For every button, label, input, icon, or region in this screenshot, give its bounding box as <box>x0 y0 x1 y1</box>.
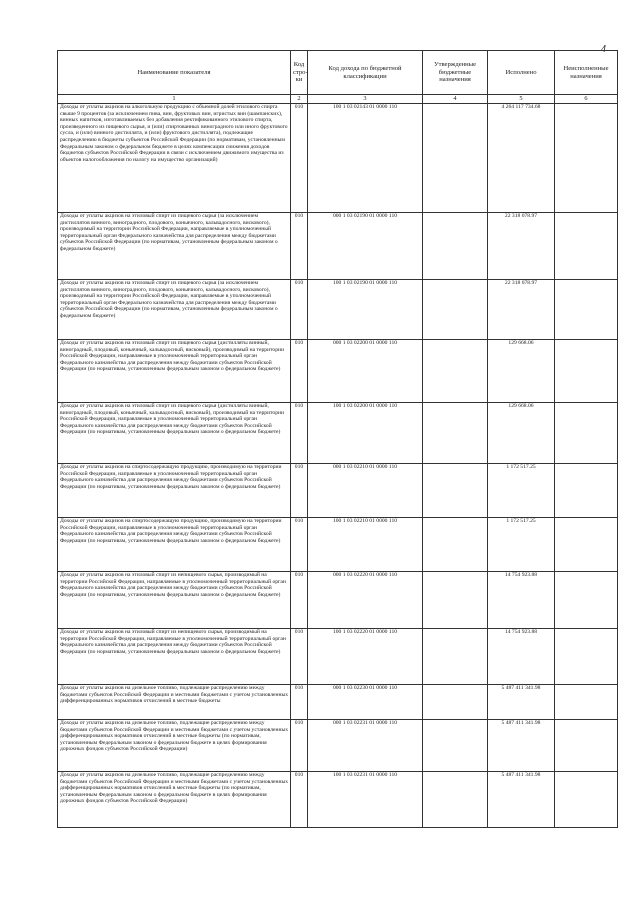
row-line-code: 010 <box>291 104 308 213</box>
row-line-code: 010 <box>291 720 308 772</box>
row-approved <box>423 629 488 685</box>
row-executed: 1 172 517.25 <box>488 518 555 572</box>
row-unexecuted <box>555 772 618 828</box>
row-revenue-code: 100 1 03 02190 01 0000 110 <box>308 280 423 340</box>
row-unexecuted <box>555 104 618 213</box>
column-header-unexecuted: Неисполненные назначения <box>555 51 618 95</box>
row-unexecuted <box>555 213 618 280</box>
row-approved <box>423 104 488 213</box>
table-row <box>58 518 618 572</box>
column-header-executed: Исполнено <box>488 51 555 95</box>
row-name: Доходы от уплаты акцизов на этиловый спирт из пищевого сырья (за исключением дистиллятов винного, виноградного, плодового, коньячного, кальвадосного, вискового), производимый на территории Российской Федерации, направляемые в уполномоченный территориальный орган Федерального казначейства для распределения между бюджетами субъектов Российской Федерации (по нормативам, установленным федеральным законом о федеральном бюджете) <box>58 280 291 340</box>
column-number: 2 <box>291 95 308 104</box>
row-approved <box>423 464 488 518</box>
row-unexecuted <box>555 629 618 685</box>
row-unexecuted <box>555 340 618 403</box>
row-unexecuted <box>555 720 618 772</box>
row-unexecuted <box>555 572 618 629</box>
row-executed: 129 668.06 <box>488 340 555 403</box>
row-line-code: 010 <box>291 464 308 518</box>
revenue-table <box>57 50 618 828</box>
row-executed: 1 172 517.25 <box>488 464 555 518</box>
table-row <box>58 720 618 772</box>
column-header-approved: Утвержденные бюджетные назначения <box>423 51 488 95</box>
column-number: 3 <box>308 95 423 104</box>
table-row <box>58 572 618 629</box>
row-name: Доходы от уплаты акцизов на дизельное топливо, подлежащие распределению между бюджетами субъектов Российской Федерации и местными бюджетами с учетом установленных дифференцированных нормативов отчислений в местные бюджеты (по нормативам, установленным Федеральным законом о федеральном бюджете в целях формирования дорожных фондов субъектов Российской Федерации) <box>58 720 291 772</box>
row-revenue-code: 100 1 03 02210 01 0000 110 <box>308 518 423 572</box>
row-approved <box>423 280 488 340</box>
table-row <box>58 213 618 280</box>
row-line-code: 010 <box>291 518 308 572</box>
row-revenue-code: 000 1 03 02231 01 0000 110 <box>308 720 423 772</box>
row-executed: 5 487 411 341.98 <box>488 720 555 772</box>
row-executed: 22 318 078.97 <box>488 280 555 340</box>
row-name: Доходы от уплаты акцизов на дизельное топливо, подлежащие распределению между бюджетами субъектов Российской Федерации и местными бюджетами с учетом установленных дифференцированных нормативов отчислений в местные бюджеты <box>58 685 291 720</box>
page-number: 4 <box>601 44 606 55</box>
row-unexecuted <box>555 464 618 518</box>
column-number: 6 <box>555 95 618 104</box>
table-header-row <box>58 51 618 95</box>
table-row <box>58 280 618 340</box>
row-approved <box>423 213 488 280</box>
row-line-code: 010 <box>291 685 308 720</box>
table-row <box>58 772 618 828</box>
table-row <box>58 464 618 518</box>
table-row <box>58 403 618 464</box>
row-approved <box>423 685 488 720</box>
row-line-code: 010 <box>291 772 308 828</box>
column-header-name: Наименование показателя <box>58 51 291 95</box>
row-name: Доходы от уплаты акцизов на спиртосодержащую продукцию, производимую на территории Российской Федерации, направляемые в уполномоченный территориальный орган Федерального казначейства для распределения между бюджетами субъектов Российской Федерации (по нормативам, установленным федеральным законом о федеральном бюджете) <box>58 464 291 518</box>
row-revenue-code: 000 1 03 02220 01 0000 110 <box>308 572 423 629</box>
row-line-code: 010 <box>291 572 308 629</box>
column-header-revenue-code: Код дохода по бюджетной классификации <box>308 51 423 95</box>
row-name: Доходы от уплаты акцизов на этиловый спирт из непищевого сырья, производимый на территории Российской Федерации, направляемые в уполномоченный территориальный орган Федерального казначейства для распределения между бюджетами субъектов Российской Федерации (по нормативам, установленным федеральным законом о федеральном бюджете) <box>58 629 291 685</box>
row-revenue-code: 100 1 03 02143 01 0000 110 <box>308 104 423 213</box>
row-unexecuted <box>555 403 618 464</box>
row-unexecuted <box>555 280 618 340</box>
row-revenue-code: 000 1 03 02190 01 0000 110 <box>308 213 423 280</box>
table-row <box>58 629 618 685</box>
column-number-row <box>58 95 618 104</box>
column-number: 1 <box>58 95 291 104</box>
table-row <box>58 104 618 213</box>
row-unexecuted <box>555 518 618 572</box>
table-row <box>58 340 618 403</box>
row-approved <box>423 403 488 464</box>
row-name: Доходы от уплаты акцизов на этиловый спирт из непищевого сырья, производимый на территории Российской Федерации, направляемые в уполномоченный территориальный орган Федерального казначейства для распределения между бюджетами субъектов Российской Федерации (по нормативам, установленным федеральным законом о федеральном бюджете) <box>58 572 291 629</box>
row-executed: 14 754 923.88 <box>488 629 555 685</box>
row-revenue-code: 000 1 03 02210 01 0000 110 <box>308 464 423 518</box>
row-name: Доходы от уплаты акцизов на этиловый спирт из пищевого сырья (дистилляты винный, виноградный, плодовый, коньячный, кальвадосный, висковый), производимый на территории Российской Федерации, направляемые в уполномоченный территориальный орган Федерального казначейства для распределения между бюджетами субъектов Российской Федерации (по нормативам, установленным федеральным законом о федеральном бюджете) <box>58 403 291 464</box>
row-name: Доходы от уплаты акцизов на спиртосодержащую продукцию, производимую на территории Российской Федерации, направляемые в уполномоченный территориальный орган Федерального казначейства для распределения между бюджетами субъектов Российской Федерации (по нормативам, установленным федеральным законом о федеральном бюджете) <box>58 518 291 572</box>
column-number: 5 <box>488 95 555 104</box>
row-name: Доходы от уплаты акцизов на алкогольную продукцию с объемной долей этилового спирта свыше 9 процентов (за исключением пива, вин, фруктовых вин, игристых вин (шампанских), винных напитков, изготавливаемых без добавления ректификованного этилового спирта, произведенного из пищевого сырья, и (или) спиртованных виноградного или иного фруктового сусла, и (или) винного дистиллята, и (или) фруктового дистиллята), подлежащие распределению в бюджеты субъектов Российской Федерации (по нормативам, установленным Федеральным законом о федеральном бюджете в целях компенсации снижения доходов бюджетов субъектов Российской Федерации в связи с исключением движимого имущества из объектов налогообложения по налогу на имущество организаций) <box>58 104 291 213</box>
row-executed: 22 318 078.97 <box>488 213 555 280</box>
row-line-code: 010 <box>291 629 308 685</box>
row-line-code: 010 <box>291 213 308 280</box>
row-executed: 5 487 411 341.98 <box>488 685 555 720</box>
row-line-code: 010 <box>291 340 308 403</box>
row-approved <box>423 340 488 403</box>
row-line-code: 010 <box>291 280 308 340</box>
row-revenue-code: 000 1 03 02200 01 0000 110 <box>308 340 423 403</box>
row-revenue-code: 100 1 03 02220 01 0000 110 <box>308 629 423 685</box>
row-executed: 129 668.06 <box>488 403 555 464</box>
row-approved <box>423 772 488 828</box>
row-name: Доходы от уплаты акцизов на этиловый спирт из пищевого сырья (за исключением дистиллятов винного, виноградного, плодового, коньячного, кальвадосного, вискового), производимый на территории Российской Федерации, направляемые в уполномоченный территориальный орган Федерального казначейства для распределения между бюджетами субъектов Российской Федерации (по нормативам, установленным федеральным законом о федеральном бюджете) <box>58 213 291 280</box>
row-approved <box>423 572 488 629</box>
row-executed: 4 264 117 734.68 <box>488 104 555 213</box>
row-executed: 5 487 411 341.98 <box>488 772 555 828</box>
column-number: 4 <box>423 95 488 104</box>
row-name: Доходы от уплаты акцизов на дизельное топливо, подлежащие распределению между бюджетами субъектов Российской Федерации и местными бюджетами с учетом установленных дифференцированных нормативов отчислений в местные бюджеты (по нормативам, установленным Федеральным законом о федеральном бюджете в целях формирования дорожных фондов субъектов Российской Федерации) <box>58 772 291 828</box>
column-header-line-code: Код стро-ки <box>291 51 308 95</box>
table-row <box>58 685 618 720</box>
row-revenue-code: 100 1 03 02200 01 0000 110 <box>308 403 423 464</box>
row-name: Доходы от уплаты акцизов на этиловый спирт из пищевого сырья (дистилляты винный, виноградный, плодовый, коньячный, кальвадосный, висковый), производимый на территории Российской Федерации, направляемые в уполномоченный территориальный орган Федерального казначейства для распределения между бюджетами субъектов Российской Федерации (по нормативам, установленным федеральным законом о федеральном бюджете) <box>58 340 291 403</box>
row-revenue-code: 100 1 03 02231 01 0000 110 <box>308 772 423 828</box>
row-line-code: 010 <box>291 403 308 464</box>
row-approved <box>423 720 488 772</box>
row-approved <box>423 518 488 572</box>
row-unexecuted <box>555 685 618 720</box>
row-revenue-code: 000 1 03 02230 01 0000 110 <box>308 685 423 720</box>
row-executed: 14 754 923.88 <box>488 572 555 629</box>
